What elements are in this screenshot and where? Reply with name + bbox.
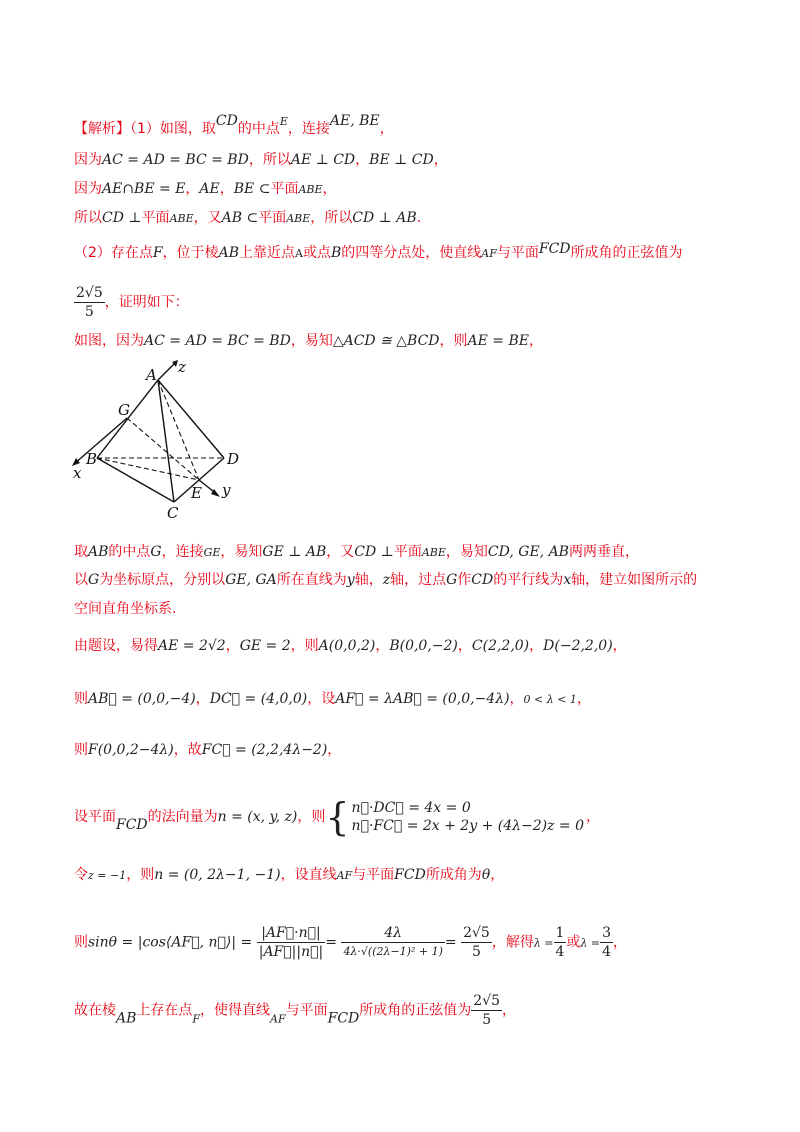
fraction-2root5-over-5 (471, 992, 502, 1029)
solution-line-1 (74, 112, 394, 138)
math-fcd: FCD (327, 1010, 360, 1027)
text: ， (490, 867, 505, 883)
text: 则 (74, 691, 88, 707)
solution-line-8 (74, 543, 639, 562)
vertex-label-b: B (86, 450, 98, 468)
text: 与平面 (496, 245, 539, 261)
text: ， (509, 691, 524, 707)
solution-line-12 (74, 690, 591, 709)
text: ，所以 (310, 210, 353, 226)
text: ， (327, 742, 342, 758)
math-abe: ABE (421, 546, 446, 559)
denominator: 5 (84, 304, 94, 320)
text: 平面 (258, 210, 287, 226)
axis-label-z: z (178, 360, 186, 376)
math-equal-edges: AC = AD = BC = BD (102, 152, 249, 168)
solution-line-13 (74, 741, 341, 759)
math-be-subset: BE ⊂ (233, 181, 271, 197)
math-congruent-triangles: △ACD ≅ △BCD (332, 333, 440, 349)
text: 或点 (303, 245, 331, 261)
fraction-2root5-over-5 (74, 284, 105, 321)
numerator: 2√5 (473, 993, 501, 1009)
math-normal-value: n = (0, 2λ−1, −1) (154, 867, 281, 883)
math-intersect: AE∩BE = E (102, 181, 186, 197)
math-be-perp-cd: BE ⊥ CD (369, 152, 434, 168)
math-g: G (446, 572, 458, 588)
math-y: y (346, 572, 355, 588)
text: . (416, 210, 422, 226)
text: 轴，过点 (390, 572, 447, 588)
text: ， (219, 181, 234, 197)
fraction-lambda-expression (341, 924, 444, 961)
math-a: A (295, 247, 303, 260)
math-fcd: FCD (394, 867, 426, 883)
math-point-f: F(0,0,2−4λ) (88, 742, 174, 758)
edge-bc (97, 458, 174, 502)
math-ge: GE (203, 546, 221, 559)
solution-line-14 (74, 795, 601, 839)
text: ，故 (173, 742, 202, 758)
text: 所以 (74, 210, 102, 226)
text: 则 (74, 934, 88, 951)
math-point-d: D(−2,2,0) (543, 638, 613, 654)
vertex-label-a: A (146, 366, 157, 384)
equals-sign: = (444, 934, 457, 951)
text: ， (586, 809, 601, 825)
text: 由题设，易得 (74, 638, 158, 654)
fraction-2root5-over-5 (461, 924, 492, 961)
solution-line-9 (74, 571, 697, 589)
numerator: 2√5 (76, 285, 103, 301)
math-ae-eq-be: AE = BE (467, 333, 529, 349)
math-point-b: B(0,0,−2) (389, 638, 458, 654)
math-sin-theta: sinθ = |cos⟨AF⃗, n⃗⟩| = (88, 934, 253, 951)
text: 为坐标原点，分别以 (99, 572, 226, 588)
math-f: F (152, 245, 163, 261)
text: 故在棱 (74, 1002, 116, 1019)
system-brace: { (325, 795, 350, 839)
math-g: G (150, 544, 162, 560)
math-ge-ga: GE, GA (225, 572, 277, 588)
denominator: 4 (602, 944, 612, 960)
text: ，易知 (290, 333, 333, 349)
text: 令 (74, 867, 88, 883)
math-ge-value: GE = 2 (239, 638, 291, 654)
math-e: E (279, 115, 288, 128)
numerator: 2√5 (463, 925, 490, 941)
math-cd: CD (471, 572, 494, 588)
fraction-dot-over-norms (257, 924, 326, 961)
math-ae-be: AE, BE (329, 113, 380, 129)
text: ，又 (193, 210, 222, 226)
text: 的法向量为 (147, 809, 218, 825)
math-ae-value: AE = 2√2 (158, 638, 226, 654)
text: 或 (566, 934, 581, 951)
text: ，则 (297, 809, 326, 825)
text: ， (379, 121, 394, 137)
text: 轴， (354, 572, 383, 588)
text: 所在直线为 (276, 572, 347, 588)
solution-line-4 (74, 209, 421, 228)
text: ，则 (439, 333, 468, 349)
math-vector-ab: AB⃗ = (0,0,−4) (88, 691, 196, 707)
solution-line-11 (74, 637, 627, 655)
solution-line-2 (74, 151, 448, 169)
text: 所成角为 (425, 867, 482, 883)
math-ab: AB (218, 245, 240, 261)
math-vector-af: AF⃗ = λAB⃗ = (0,0,−4λ) (335, 691, 510, 707)
solution-line-17 (74, 992, 516, 1029)
numerator: 1 (555, 925, 565, 941)
text: 因为 (74, 181, 102, 197)
denominator: 4λ·√((2λ−1)² + 1) (343, 945, 443, 958)
vertex-label-g: G (118, 401, 130, 419)
math-b: B (331, 245, 342, 261)
text: 设平面 (74, 809, 116, 825)
math-af: AF (270, 1012, 286, 1026)
math-x: x (563, 572, 572, 588)
denominator: 5 (482, 1012, 492, 1028)
text: 因为 (74, 152, 102, 168)
math-normal-vector: n = (x, y, z) (217, 809, 298, 825)
text: ， (225, 638, 240, 654)
numerator: |AF⃗·n⃗| (257, 924, 326, 943)
text: 所成角的正弦值为 (359, 1002, 472, 1019)
math-af: AF (336, 869, 353, 882)
text: 空间直角坐标系. (74, 601, 177, 617)
text: ， (355, 152, 370, 168)
text: 上存在点 (136, 1002, 193, 1019)
denominator: |AF⃗||n⃗| (258, 944, 324, 960)
fraction-three-quarters (600, 924, 613, 961)
text: ， (529, 333, 543, 349)
text: （2）存在点 (74, 245, 153, 261)
edge-ad (158, 380, 224, 458)
denominator: 4 (555, 944, 565, 960)
math-z: z (382, 572, 391, 588)
text: ， (457, 638, 472, 654)
math-ab: AB (88, 544, 109, 560)
math-ge-perp-ab: GE ⊥ AB (262, 544, 327, 560)
math-ae: AE (199, 181, 220, 197)
text: 与平面 (352, 867, 395, 883)
text: ，使得直线 (200, 1002, 271, 1019)
math-ab: AB (116, 1010, 137, 1027)
system-equation-2: n⃗·FC⃗ = 2x + 2y + (4λ−2)z = 0 (351, 818, 585, 834)
z-axis (158, 362, 176, 380)
text: 的平行线为 (493, 572, 564, 588)
solution-line-7 (74, 332, 543, 350)
math-abe: ABE (286, 212, 311, 225)
text: 与平面 (285, 1002, 328, 1019)
axis-label-x: x (73, 464, 82, 482)
system-equation-1: n⃗·DC⃗ = 4x = 0 (351, 800, 471, 816)
math-cd-perp: CD ⊥ (102, 210, 142, 226)
text: ， (375, 638, 390, 654)
text: ， (185, 181, 200, 197)
math-f: F (192, 1012, 201, 1026)
math-ab-subset: AB ⊂ (221, 210, 259, 226)
numerator: 3 (602, 925, 612, 941)
vertex-label-e: E (191, 484, 202, 502)
tetrahedron-diagram (70, 360, 250, 520)
equals-sign: = (325, 934, 337, 951)
text: ，则 (290, 638, 319, 654)
text: 的中点 (108, 544, 151, 560)
text: 的中点 (237, 121, 280, 137)
text: 则 (74, 742, 88, 758)
segment-be-hidden (97, 458, 199, 480)
solution-line-6 (74, 284, 189, 321)
math-cd-ge-ab: CD, GE, AB (487, 544, 569, 560)
text: ， (502, 1002, 517, 1019)
solution-line-10 (74, 600, 176, 618)
solution-line-15 (74, 866, 504, 885)
math-equal-edges: AC = AD = BC = BD (144, 333, 291, 349)
solution-line-5 (74, 240, 683, 263)
math-lambda-range: 0 < λ < 1 (523, 693, 577, 706)
math-cd-perp-ab: CD ⊥ AB (352, 210, 417, 226)
text: ， (576, 691, 591, 707)
equation-system (350, 799, 586, 835)
text: 取 (74, 544, 88, 560)
fraction-one-quarter (554, 924, 567, 961)
text: ，解得 (491, 934, 534, 951)
math-g: G (88, 572, 100, 588)
text: 平面 (270, 181, 299, 197)
math-af: AF (481, 247, 497, 260)
text: ， (613, 934, 628, 951)
math-lambda: λ = (533, 936, 554, 950)
analysis-heading: 【解析】（1）如图，取 (74, 121, 216, 137)
math-lambda: λ = (580, 936, 601, 950)
text: ，证明如下： (104, 294, 189, 311)
text: ， (195, 691, 210, 707)
math-fcd: FCD (538, 241, 571, 257)
text: ，连接 (161, 544, 204, 560)
math-cd: CD (215, 113, 238, 129)
text: ，易知 (220, 544, 263, 560)
math-cd-perp: CD ⊥ (354, 544, 394, 560)
text: 平面 (141, 210, 170, 226)
text: ，位于棱 (162, 245, 219, 261)
text: 两两垂直， (568, 544, 639, 560)
text: ，则 (126, 867, 155, 883)
math-ae-perp-cd: AE ⊥ CD (290, 152, 356, 168)
math-abe: ABE (298, 183, 323, 196)
text: 的四等分点处，使直线 (341, 245, 482, 261)
text: ，又 (326, 544, 355, 560)
text: 所成角的正弦值为 (570, 245, 683, 261)
math-z-value: z = −1 (88, 869, 127, 882)
numerator: 4λ (341, 924, 444, 943)
text: ， (612, 638, 627, 654)
vertex-label-d: D (227, 450, 240, 468)
text: ，设 (307, 691, 336, 707)
text: 作 (457, 572, 472, 588)
text: ，易知 (445, 544, 488, 560)
text: 平面 (393, 544, 422, 560)
solution-line-16 (74, 924, 627, 961)
text: 上靠近点 (239, 245, 296, 261)
vertex-label-c: C (167, 504, 179, 520)
text: ， (433, 152, 448, 168)
math-vector-fc: FC⃗ = (2,2,4λ−2) (201, 742, 328, 758)
text: 轴，建立如图所示的 (571, 572, 698, 588)
math-theta: θ (481, 867, 491, 883)
math-fcd: FCD (116, 817, 148, 833)
segment-ge-hidden (127, 418, 199, 480)
text: ，所以 (248, 152, 291, 168)
math-point-c: C(2,2,0) (471, 638, 530, 654)
math-point-a: A(0,0,2) (318, 638, 376, 654)
axis-label-y: y (222, 481, 231, 499)
x-axis (74, 418, 127, 464)
math-abe: ABE (169, 212, 194, 225)
solution-line-3 (74, 180, 337, 199)
denominator: 5 (471, 944, 481, 960)
text: 以 (74, 572, 88, 588)
math-vector-dc: DC⃗ = (4,0,0) (209, 691, 308, 707)
text: 如图，因为 (74, 333, 144, 349)
text: ， (322, 181, 337, 197)
text: ， (529, 638, 544, 654)
text: ，连接 (287, 121, 330, 137)
text: ，设直线 (280, 867, 337, 883)
